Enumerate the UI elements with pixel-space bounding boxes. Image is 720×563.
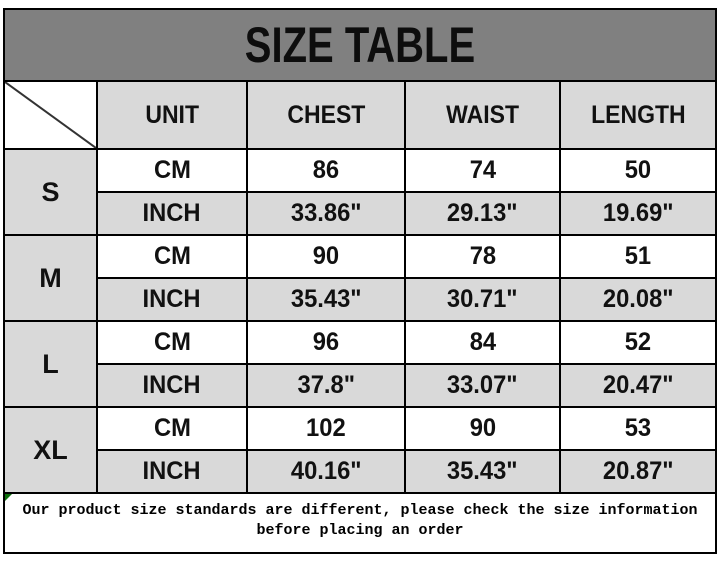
cell-s-inch-length: 19.69" (561, 193, 715, 234)
cell-l-cm-chest: 96 (248, 322, 404, 363)
size-table-title: SIZE TABLE (244, 17, 476, 73)
cell-m-inch-length: 20.08" (561, 279, 715, 320)
cell-l-cm-unit: CM (98, 322, 246, 363)
corner-diagonal-cell (5, 82, 96, 148)
size-label-s: S (5, 150, 96, 234)
cell-l-inch-unit: INCH (98, 365, 246, 406)
cell-m-cm-chest: 90 (248, 236, 404, 277)
size-table (3, 8, 717, 554)
cell-m-cm-unit: CM (98, 236, 246, 277)
size-note-cell (5, 494, 715, 552)
cell-xl-cm-length: 53 (561, 408, 715, 449)
cell-m-inch-waist: 30.71" (406, 279, 559, 320)
header-cell-unit: UNIT (98, 82, 246, 148)
cell-xl-inch-chest: 40.16" (248, 451, 404, 492)
cell-l-inch-chest: 37.8" (248, 365, 404, 406)
cell-s-inch-chest: 33.86" (248, 193, 404, 234)
cell-xl-cm-chest: 102 (248, 408, 404, 449)
size-note-line2: before placing an order (256, 522, 464, 539)
size-label-xl: XL (5, 408, 96, 492)
size-label-l: L (5, 322, 96, 406)
size-table-title-band (5, 10, 715, 80)
cell-xl-inch-length: 20.87" (561, 451, 715, 492)
cell-m-cm-waist: 78 (406, 236, 559, 277)
cell-xl-cm-unit: CM (98, 408, 246, 449)
cell-xl-inch-unit: INCH (98, 451, 246, 492)
cell-s-cm-length: 50 (561, 150, 715, 191)
diagonal-line-icon (5, 82, 96, 148)
cell-xl-inch-waist: 35.43" (406, 451, 559, 492)
size-label-m: M (5, 236, 96, 320)
cell-s-inch-waist: 29.13" (406, 193, 559, 234)
cell-s-inch-unit: INCH (98, 193, 246, 234)
header-cell-chest: CHEST (248, 82, 404, 148)
size-table-grid (5, 82, 715, 552)
cell-m-inch-chest: 35.43" (248, 279, 404, 320)
cell-m-inch-unit: INCH (98, 279, 246, 320)
header-cell-length: LENGTH (561, 82, 715, 148)
cell-s-cm-chest: 86 (248, 150, 404, 191)
cell-m-cm-length: 51 (561, 236, 715, 277)
cell-xl-cm-waist: 90 (406, 408, 559, 449)
cell-s-cm-unit: CM (98, 150, 246, 191)
size-note-line1: Our product size standards are different, please check the size information (22, 502, 698, 519)
cell-l-cm-length: 52 (561, 322, 715, 363)
cell-s-cm-waist: 74 (406, 150, 559, 191)
cell-l-inch-waist: 33.07" (406, 365, 559, 406)
cell-l-cm-waist: 84 (406, 322, 559, 363)
excel-error-marker-icon (5, 494, 12, 501)
cell-l-inch-length: 20.47" (561, 365, 715, 406)
header-cell-waist: WAIST (406, 82, 559, 148)
